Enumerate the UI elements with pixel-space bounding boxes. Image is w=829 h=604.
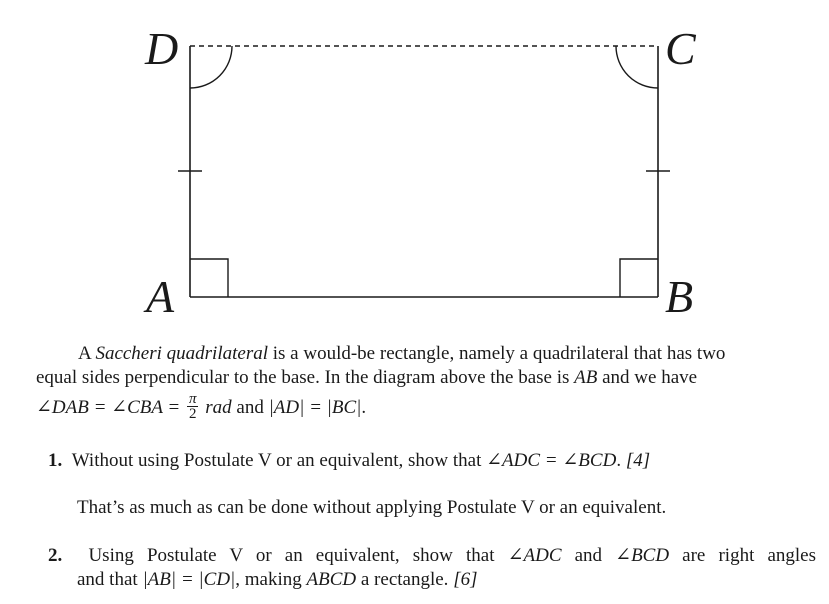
right-angle-mark-A xyxy=(190,259,228,297)
text: a rectangle. xyxy=(356,569,454,590)
question-2-line-1 xyxy=(48,544,816,568)
base-label: AB xyxy=(574,367,598,388)
quadrilateral-name: ABCD xyxy=(306,569,357,590)
angle-arc-C xyxy=(616,46,658,88)
text: and xyxy=(231,396,269,418)
question-number: 2. xyxy=(48,545,63,566)
intro-line-2 xyxy=(36,366,816,390)
fraction-pi-over-2 xyxy=(187,392,199,421)
note-text: That’s as much as can be done without applying Postulate V or an equivalent. xyxy=(77,497,667,518)
text: . xyxy=(361,396,367,418)
angle-equation: ∠DAB = ∠CBA = xyxy=(36,396,185,418)
right-angle-mark-B xyxy=(620,259,658,297)
angle-arc-D xyxy=(190,46,232,88)
intro-line-1 xyxy=(36,342,816,366)
intro-line-3 xyxy=(36,391,367,423)
unit-rad: rad xyxy=(205,396,232,418)
angle-ADC: ∠ADC xyxy=(507,545,562,566)
question-1 xyxy=(48,449,650,473)
question-2-line-2 xyxy=(77,568,477,592)
text: A xyxy=(78,343,96,364)
text: and xyxy=(561,545,616,566)
vertex-label-A: A xyxy=(146,271,175,322)
angle-BCD: ∠BCD xyxy=(615,545,670,566)
length-equation: |AD| = |BC| xyxy=(268,396,362,418)
angle-expression: ∠ADC = ∠BCD xyxy=(486,450,617,471)
text: , making xyxy=(235,569,307,590)
text: are right angles xyxy=(669,545,816,566)
text: Using Postulate V or an equivalent, show that xyxy=(88,545,508,566)
text: Without using Postulate V or an equivalent, show that xyxy=(71,450,487,471)
text: is a would-be rectangle, namely a quadrilateral that has two xyxy=(268,343,726,364)
length-equation: |AB| = |CD| xyxy=(142,569,236,590)
vertex-label-C: C xyxy=(665,23,696,74)
text: and that xyxy=(77,569,143,590)
fraction-numerator: π xyxy=(188,391,197,407)
text: and we have xyxy=(597,367,698,388)
text: equal sides perpendicular to the base. In the diagram above the base is xyxy=(36,367,575,388)
question-number: 1. xyxy=(48,450,63,471)
fraction-denominator: 2 xyxy=(188,406,197,422)
text: . xyxy=(616,450,626,471)
marks: [4] xyxy=(625,450,651,471)
vertex-label-D: D xyxy=(145,23,179,74)
marks: [6] xyxy=(453,569,478,590)
term-saccheri: Saccheri quadrilateral xyxy=(95,343,268,364)
vertex-label-B: B xyxy=(665,271,694,322)
